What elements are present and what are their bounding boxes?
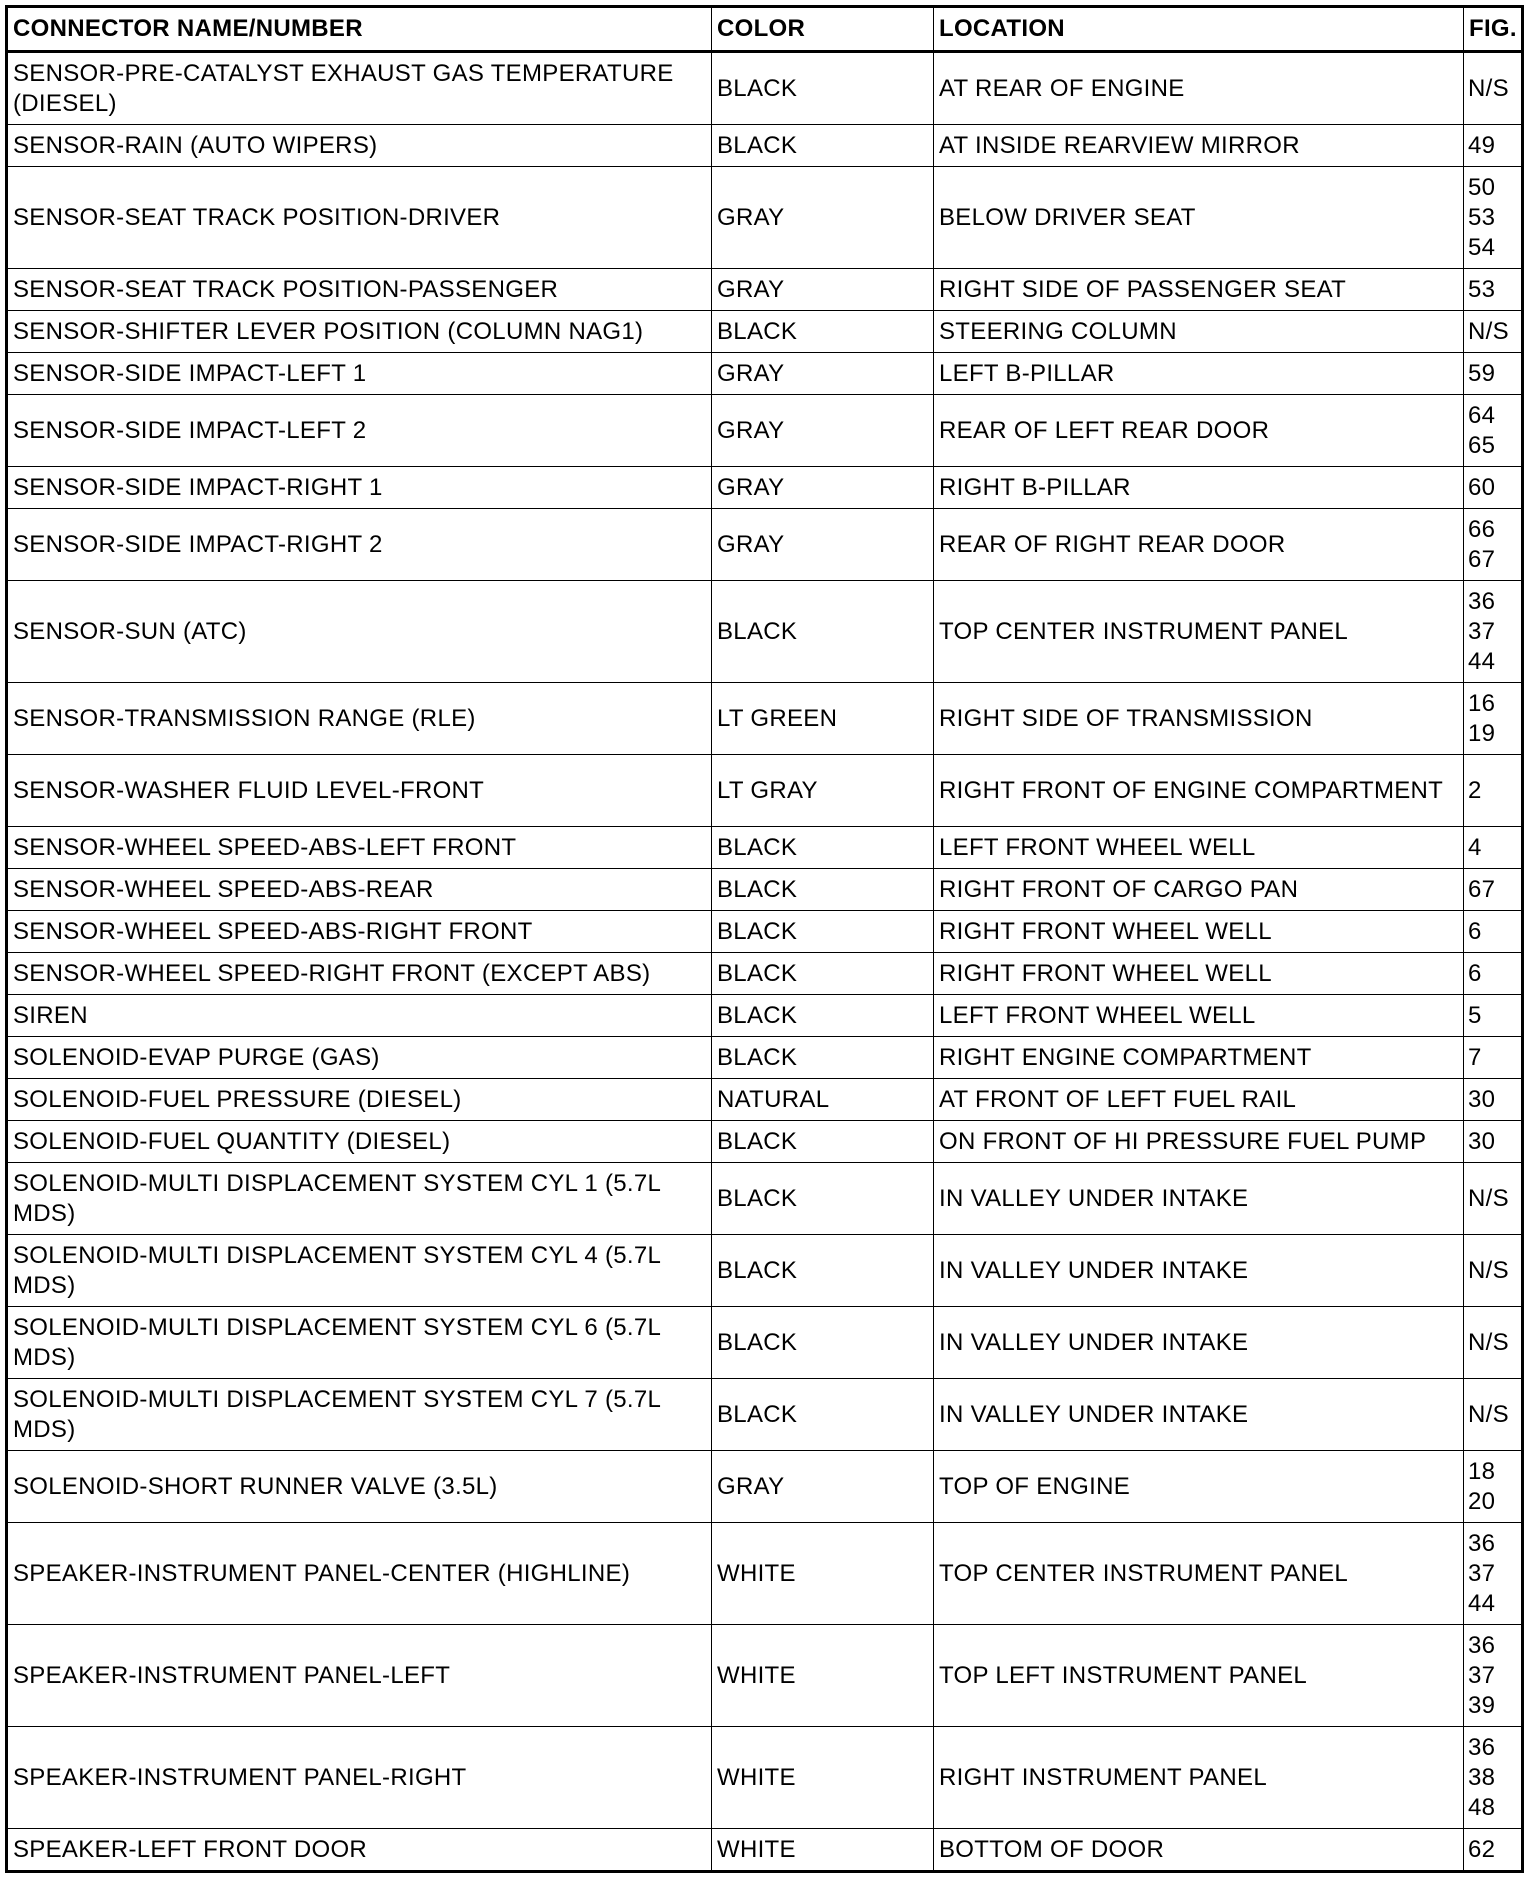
cell-fig: 4 — [1464, 827, 1523, 869]
table-row — [7, 755, 1523, 827]
table-row — [7, 827, 1523, 869]
cell-connector-name: SENSOR-WASHER FLUID LEVEL-FRONT — [7, 755, 712, 827]
cell-fig: N/S — [1464, 1379, 1523, 1451]
cell-location: TOP OF ENGINE — [934, 1451, 1464, 1523]
cell-location: RIGHT SIDE OF TRANSMISSION — [934, 683, 1464, 755]
cell-connector-name: SENSOR-SIDE IMPACT-LEFT 2 — [7, 395, 712, 467]
cell-color: BLACK — [712, 995, 934, 1037]
cell-connector-name: SOLENOID-MULTI DISPLACEMENT SYSTEM CYL 4 (5.7L MDS) — [7, 1235, 712, 1307]
cell-fig: 18 20 — [1464, 1451, 1523, 1523]
cell-color: WHITE — [712, 1727, 934, 1829]
cell-location: AT REAR OF ENGINE — [934, 52, 1464, 125]
cell-color: BLACK — [712, 1163, 934, 1235]
cell-fig: N/S — [1464, 311, 1523, 353]
cell-location: RIGHT FRONT OF CARGO PAN — [934, 869, 1464, 911]
cell-location: BOTTOM OF DOOR — [934, 1829, 1464, 1872]
cell-fig: 60 — [1464, 467, 1523, 509]
cell-connector-name: SOLENOID-SHORT RUNNER VALVE (3.5L) — [7, 1451, 712, 1523]
cell-color: BLACK — [712, 311, 934, 353]
table-row — [7, 953, 1523, 995]
cell-connector-name: SPEAKER-INSTRUMENT PANEL-CENTER (HIGHLINE) — [7, 1523, 712, 1625]
header-location: LOCATION — [934, 7, 1464, 52]
cell-fig: 36 38 48 — [1464, 1727, 1523, 1829]
connector-location-sheet — [5, 5, 1521, 1873]
cell-fig: 64 65 — [1464, 395, 1523, 467]
cell-location: RIGHT ENGINE COMPARTMENT — [934, 1037, 1464, 1079]
table-row — [7, 395, 1523, 467]
cell-color: WHITE — [712, 1625, 934, 1727]
cell-fig: 59 — [1464, 353, 1523, 395]
table-row — [7, 1379, 1523, 1451]
table-row — [7, 1121, 1523, 1163]
cell-color: BLACK — [712, 869, 934, 911]
cell-connector-name: SENSOR-SIDE IMPACT-RIGHT 2 — [7, 509, 712, 581]
table-row — [7, 1079, 1523, 1121]
cell-fig: 49 — [1464, 125, 1523, 167]
cell-fig: 6 — [1464, 911, 1523, 953]
cell-color: GRAY — [712, 509, 934, 581]
cell-fig: 6 — [1464, 953, 1523, 995]
table-row — [7, 52, 1523, 125]
table-row — [7, 581, 1523, 683]
cell-connector-name: SPEAKER-LEFT FRONT DOOR — [7, 1829, 712, 1872]
table-row — [7, 1451, 1523, 1523]
cell-location: RIGHT SIDE OF PASSENGER SEAT — [934, 269, 1464, 311]
cell-fig: 66 67 — [1464, 509, 1523, 581]
cell-color: GRAY — [712, 467, 934, 509]
cell-connector-name: SIREN — [7, 995, 712, 1037]
cell-connector-name: SOLENOID-EVAP PURGE (GAS) — [7, 1037, 712, 1079]
cell-connector-name: SPEAKER-INSTRUMENT PANEL-LEFT — [7, 1625, 712, 1727]
table-row — [7, 1037, 1523, 1079]
cell-location: IN VALLEY UNDER INTAKE — [934, 1379, 1464, 1451]
cell-location: RIGHT FRONT OF ENGINE COMPARTMENT — [934, 755, 1464, 827]
cell-location: RIGHT FRONT WHEEL WELL — [934, 911, 1464, 953]
cell-location: LEFT FRONT WHEEL WELL — [934, 995, 1464, 1037]
cell-location: TOP CENTER INSTRUMENT PANEL — [934, 581, 1464, 683]
cell-fig: N/S — [1464, 1163, 1523, 1235]
cell-location: REAR OF LEFT REAR DOOR — [934, 395, 1464, 467]
table-row — [7, 353, 1523, 395]
table-row — [7, 683, 1523, 755]
cell-fig: 2 — [1464, 755, 1523, 827]
cell-connector-name: SENSOR-PRE-CATALYST EXHAUST GAS TEMPERATURE (DIESEL) — [7, 52, 712, 125]
table-row — [7, 1235, 1523, 1307]
cell-connector-name: SOLENOID-MULTI DISPLACEMENT SYSTEM CYL 6 (5.7L MDS) — [7, 1307, 712, 1379]
cell-fig: 67 — [1464, 869, 1523, 911]
cell-color: BLACK — [712, 52, 934, 125]
cell-color: BLACK — [712, 1235, 934, 1307]
table-body — [7, 52, 1523, 1872]
cell-fig: 30 — [1464, 1079, 1523, 1121]
cell-connector-name: SENSOR-SEAT TRACK POSITION-PASSENGER — [7, 269, 712, 311]
cell-location: LEFT FRONT WHEEL WELL — [934, 827, 1464, 869]
cell-color: GRAY — [712, 1451, 934, 1523]
cell-fig: 5 — [1464, 995, 1523, 1037]
cell-connector-name: SPEAKER-INSTRUMENT PANEL-RIGHT — [7, 1727, 712, 1829]
cell-fig: 7 — [1464, 1037, 1523, 1079]
cell-color: WHITE — [712, 1829, 934, 1872]
cell-color: BLACK — [712, 911, 934, 953]
cell-connector-name: SENSOR-SIDE IMPACT-RIGHT 1 — [7, 467, 712, 509]
table-row — [7, 167, 1523, 269]
table-row — [7, 1307, 1523, 1379]
cell-location: ON FRONT OF HI PRESSURE FUEL PUMP — [934, 1121, 1464, 1163]
table-row — [7, 1829, 1523, 1872]
cell-color: GRAY — [712, 395, 934, 467]
cell-location: LEFT B-PILLAR — [934, 353, 1464, 395]
table-row — [7, 869, 1523, 911]
cell-fig: 50 53 54 — [1464, 167, 1523, 269]
cell-connector-name: SOLENOID-MULTI DISPLACEMENT SYSTEM CYL 1 (5.7L MDS) — [7, 1163, 712, 1235]
cell-fig: 36 37 44 — [1464, 581, 1523, 683]
cell-color: BLACK — [712, 1379, 934, 1451]
cell-connector-name: SENSOR-WHEEL SPEED-ABS-REAR — [7, 869, 712, 911]
cell-location: IN VALLEY UNDER INTAKE — [934, 1163, 1464, 1235]
cell-color: NATURAL — [712, 1079, 934, 1121]
table-header-row — [7, 7, 1523, 52]
cell-fig: 62 — [1464, 1829, 1523, 1872]
cell-color: LT GREEN — [712, 683, 934, 755]
table-row — [7, 995, 1523, 1037]
cell-color: BLACK — [712, 125, 934, 167]
cell-location: REAR OF RIGHT REAR DOOR — [934, 509, 1464, 581]
cell-color: GRAY — [712, 353, 934, 395]
table-row — [7, 269, 1523, 311]
table-row — [7, 509, 1523, 581]
cell-connector-name: SENSOR-SUN (ATC) — [7, 581, 712, 683]
cell-fig: N/S — [1464, 1235, 1523, 1307]
cell-color: BLACK — [712, 1121, 934, 1163]
cell-location: RIGHT B-PILLAR — [934, 467, 1464, 509]
table-row — [7, 1523, 1523, 1625]
table-row — [7, 311, 1523, 353]
cell-fig: 16 19 — [1464, 683, 1523, 755]
cell-connector-name: SENSOR-RAIN (AUTO WIPERS) — [7, 125, 712, 167]
cell-color: BLACK — [712, 827, 934, 869]
header-fig: FIG. — [1464, 7, 1523, 52]
cell-connector-name: SENSOR-SHIFTER LEVER POSITION (COLUMN NAG1) — [7, 311, 712, 353]
table-row — [7, 1625, 1523, 1727]
cell-fig: 30 — [1464, 1121, 1523, 1163]
header-connector-name: CONNECTOR NAME/NUMBER — [7, 7, 712, 52]
connector-table — [5, 5, 1524, 1873]
cell-location: TOP CENTER INSTRUMENT PANEL — [934, 1523, 1464, 1625]
table-row — [7, 911, 1523, 953]
cell-location: BELOW DRIVER SEAT — [934, 167, 1464, 269]
cell-connector-name: SOLENOID-FUEL PRESSURE (DIESEL) — [7, 1079, 712, 1121]
cell-location: RIGHT FRONT WHEEL WELL — [934, 953, 1464, 995]
cell-color: BLACK — [712, 581, 934, 683]
cell-connector-name: SENSOR-SEAT TRACK POSITION-DRIVER — [7, 167, 712, 269]
cell-location: TOP LEFT INSTRUMENT PANEL — [934, 1625, 1464, 1727]
header-color: COLOR — [712, 7, 934, 52]
cell-location: STEERING COLUMN — [934, 311, 1464, 353]
cell-color: WHITE — [712, 1523, 934, 1625]
cell-connector-name: SENSOR-SIDE IMPACT-LEFT 1 — [7, 353, 712, 395]
cell-color: BLACK — [712, 953, 934, 995]
cell-connector-name: SENSOR-WHEEL SPEED-ABS-RIGHT FRONT — [7, 911, 712, 953]
cell-fig: 36 37 44 — [1464, 1523, 1523, 1625]
cell-location: IN VALLEY UNDER INTAKE — [934, 1307, 1464, 1379]
cell-connector-name: SOLENOID-MULTI DISPLACEMENT SYSTEM CYL 7 (5.7L MDS) — [7, 1379, 712, 1451]
table-row — [7, 1727, 1523, 1829]
table-row — [7, 467, 1523, 509]
cell-fig: N/S — [1464, 52, 1523, 125]
cell-fig: 36 37 39 — [1464, 1625, 1523, 1727]
cell-location: RIGHT INSTRUMENT PANEL — [934, 1727, 1464, 1829]
cell-connector-name: SENSOR-WHEEL SPEED-RIGHT FRONT (EXCEPT ABS) — [7, 953, 712, 995]
cell-location: IN VALLEY UNDER INTAKE — [934, 1235, 1464, 1307]
cell-connector-name: SENSOR-WHEEL SPEED-ABS-LEFT FRONT — [7, 827, 712, 869]
cell-color: GRAY — [712, 269, 934, 311]
cell-color: LT GRAY — [712, 755, 934, 827]
table-row — [7, 1163, 1523, 1235]
cell-connector-name: SENSOR-TRANSMISSION RANGE (RLE) — [7, 683, 712, 755]
cell-location: AT INSIDE REARVIEW MIRROR — [934, 125, 1464, 167]
table-row — [7, 125, 1523, 167]
cell-fig: N/S — [1464, 1307, 1523, 1379]
cell-color: GRAY — [712, 167, 934, 269]
cell-location: AT FRONT OF LEFT FUEL RAIL — [934, 1079, 1464, 1121]
cell-color: BLACK — [712, 1037, 934, 1079]
cell-fig: 53 — [1464, 269, 1523, 311]
cell-connector-name: SOLENOID-FUEL QUANTITY (DIESEL) — [7, 1121, 712, 1163]
cell-color: BLACK — [712, 1307, 934, 1379]
